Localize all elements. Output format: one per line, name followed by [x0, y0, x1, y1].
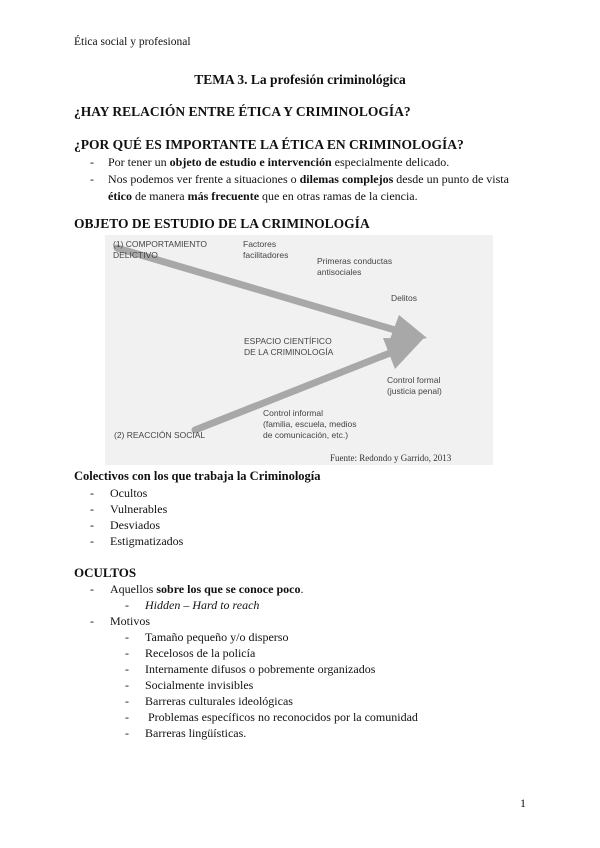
list-item: - Ocultos [90, 486, 148, 500]
list-item: - Nos podemos ver frente a situaciones o dilemas complejos desde un punto de vista ético de manera más frecuente que en otras ramas de la ciencia. [90, 172, 509, 203]
bullet-dash: - [90, 155, 94, 169]
list-item: - Hidden – Hard to reach [125, 598, 260, 612]
list-item: - Vulnerables [90, 502, 168, 516]
list-item: - Aquellos sobre los que se conoce poco. [90, 582, 304, 596]
ocultos-heading: OCULTOS [74, 565, 137, 580]
list-item: - Por tener un objeto de estudio e intervención especialmente delicado. [90, 155, 450, 169]
label-delitos: Delitos [391, 293, 417, 303]
section-objeto-estudio: OBJETO DE ESTUDIO DE LA CRIMINOLOGÍA [74, 216, 370, 231]
label-comportamiento: (1) COMPORTAMIENTO DELICTIVO [113, 239, 207, 260]
list-item: - Socialmente invisibles [125, 678, 254, 692]
list-item: - Motivos [90, 614, 151, 628]
list-item: - Problemas específicos no reconocidos por la comunidad [125, 710, 418, 724]
page-number: 1 [520, 796, 526, 810]
list-item: - Barreras lingüísticas. [125, 726, 247, 740]
label-primeras-conductas: Primeras conductas antisociales [317, 256, 393, 277]
running-header: Ética social y profesional [74, 36, 191, 48]
criminology-diagram [105, 235, 493, 465]
list-item: - Internamente difusos o pobremente organizados [125, 662, 376, 676]
figure-source: Fuente: Redondo y Garrido, 2013 [330, 453, 452, 463]
question-relacion: ¿HAY RELACIÓN ENTRE ÉTICA Y CRIMINOLOGÍA? [74, 104, 411, 119]
list-item: - Recelosos de la policía [125, 646, 256, 660]
list-item: - Tamaño pequeño y/o disperso [125, 630, 289, 644]
list-item: - Estigmatizados [90, 534, 184, 548]
colectivos-heading: Colectivos con los que trabaja la Criminología [74, 469, 321, 483]
label-factores: Factores facilitadores [243, 239, 289, 260]
page-title: TEMA 3. La profesión criminológica [194, 72, 406, 87]
label-espacio-cientifico: ESPACIO CIENTÍFICO DE LA CRIMINOLOGÍA [244, 336, 334, 357]
list-item: - Desviados [90, 518, 160, 532]
arrowhead-reaccion [383, 338, 423, 369]
question-importancia: ¿POR QUÉ ES IMPORTANTE LA ÉTICA EN CRIMINOLOGÍA? [74, 137, 464, 152]
label-reaccion-social: (2) REACCIÓN SOCIAL [114, 430, 206, 440]
bullet-dash: - [90, 172, 94, 186]
label-control-formal: Control formal (justicia penal) [387, 375, 442, 396]
list-item: - Barreras culturales ideológicas [125, 694, 293, 708]
label-control-informal: Control informal (familia, escuela, medios de comunicación, etc.) [263, 408, 357, 440]
